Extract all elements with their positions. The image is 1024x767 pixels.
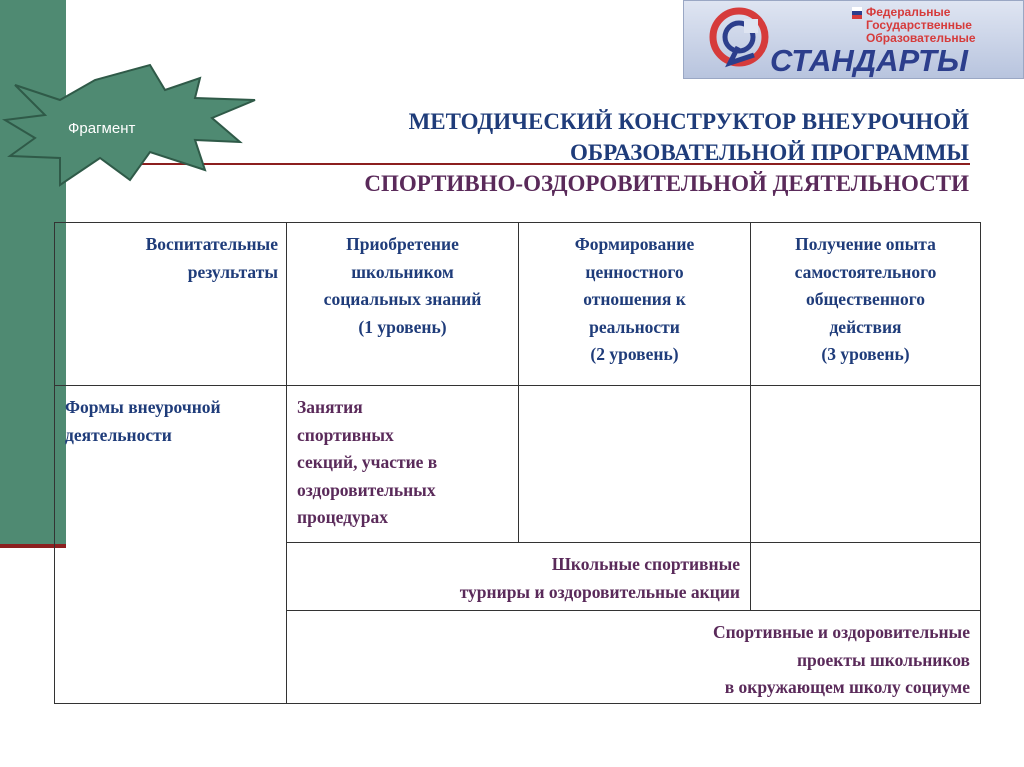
constructor-table [54,222,981,704]
logo-wordmark: СТАНДАРТЫ [770,43,968,78]
empty-level2-cell [519,386,751,543]
russian-flag-icon [852,7,862,19]
title-line-3: СПОРТИВНО-ОЗДОРОВИТЕЛЬНОЙ ДЕЯТЕЛЬНОСТИ [364,171,969,196]
fragment-label: Фрагмент [68,120,136,137]
results-header-cell: Воспитательные результаты [55,223,287,386]
logo-line-1: Федеральные [866,5,951,19]
empty-level3-cell [751,386,981,543]
level1-header-cell: Приобретение школьником социальных знаний (1 уровень) [287,223,519,386]
activity-level3-cell: Спортивные и оздоровительные проекты школьников в окружающем школу социуме [287,611,981,704]
page-title [364,106,969,199]
activity-level2-cell: Школьные спортивные турниры и оздоровительные акции [287,543,751,611]
level3-header-cell: Получение опыта самостоятельного общественного действия (3 уровень) [751,223,981,386]
standards-emblem-icon [708,5,770,69]
title-line-1: МЕТОДИЧЕСКИЙ КОНСТРУКТОР ВНЕУРОЧНОЙ [408,109,969,134]
logo-line-2: Государственные [866,18,972,32]
forms-label-cell: Формы внеурочной деятельности [55,386,287,704]
title-line-2: ОБРАЗОВАТЕЛЬНОЙ ПРОГРАММЫ [570,140,969,165]
empty-level3-cell-2 [751,543,981,611]
level2-header-cell: Формирование ценностного отношения к реальности (2 уровень) [519,223,751,386]
activity-level1-cell: Занятия спортивных секций, участие в оздоровительных процедурах [287,386,519,543]
logo-line-3: Образовательные [866,31,976,45]
fgos-logo [683,0,1024,79]
